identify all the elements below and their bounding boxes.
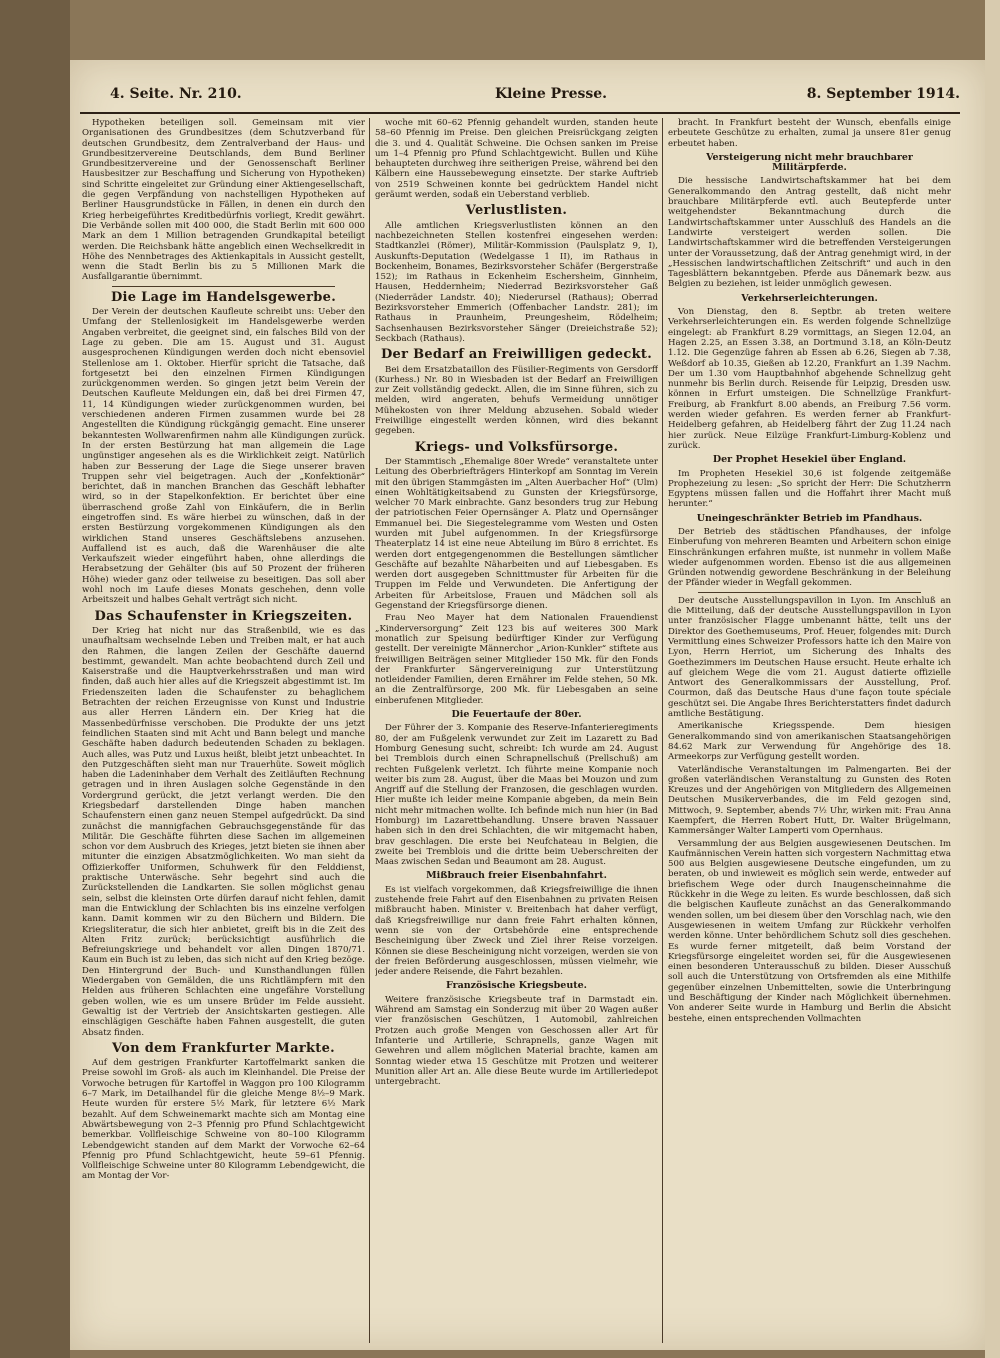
article-subheading: Uneingeschränkter Betrieb im Pfandhaus. — [696, 512, 923, 524]
article-body: Die hessische Landwirtschaftskammer hat bei dem Generalkommando den Antrag gestellt, daß nicht mehr brauchbare Militärpferde evtl. auch Beutepferde unter weitgehendster Bekanntmachung durch die Landwirtschaftskammer unter Ausschluß des Handels an die Landwirte versteigert werden sollen. Die Landwirtschaftskammer wird die betreffenden Versteigerungen unter der Voraussetzung, daß der Antrag genehmigt wird, in der „Hessischen landwirtschaftlichen Zeitschrift“ und auch in den Tagesblättern bekanntgeben. Pferde aus Dänemark bezw. aus Belgien zu beziehen, ist leider unmöglich gewesen. — [668, 176, 951, 290]
divider — [698, 592, 921, 593]
page-header — [80, 82, 960, 108]
article-heading: Kriegs- und Volksfürsorge. — [414, 439, 619, 455]
article-subheading: Französische Kriegsbeute. — [446, 980, 587, 992]
article-body: Der Krieg hat nicht nur das Straßenbild, wie es das unaufhaltsam wechselnde Leben und Treiben malt, er hat auch den Rahmen, die langen Zeilen der Geschäfte dauernd bestimmt, gewandelt. Man achte beobachtend durch Zeil und Kaiserstraße und die Hauptverkehrsstraßen und man wird finden, daß auch hier alles auf die Kriegszeit abgestimmt ist. Im Friedenszeiten laden die Schaufenster zu behaglichem Betrachten der reichen Erzeugnisse von Kunst und Industrie aus aller Herren Ländern ein. Der Krieg hat die Massenbedürfnisse verschoben. Die Produkte der uns jetzt feindlichen Staaten sind mit Acht und Bann belegt und manche Geschäfte haben dadurch bedeutenden Schaden zu beklagen. Auch alles, was Putz und Luxus heißt, bleibt jetzt unbeachtet. In den Putzgeschäften sieht man nur Trauerhüte. Soweit möglich haben die Ladeninhaber dem Verhalt des Zeitläuften Rechnung getragen und in ihren Auslagen solche Gegenstände in den Vordergrund gerückt, die jetzt verlangt werden. Die den Kriegsbedarf darstellenden Dinge haben manchen Schaufenstern einen ganz neuen Stempel aufgedrückt. Da sind zunächst die mannigfachen Gebrauchsgegenstände für das Militär. Die Geschäfte führten diese Sachen im allgemeinen schon vor dem Ausbruch des Krieges, jetzt bieten sie ihnen aber mitunter die einzigen Absatzmöglichkeiten. Wo man sieht da Offizierkoffer Uniformen, Schuhwerk für den Felddienst, praktische Unterwäsche. Sehr begehrt sind auch die Zurückstellenden die Landkarten. Sie sollen möglichst genau sein, selbst die kleinsten Orte dürfen darauf nicht fehlen, damit man die Entwicklung der Schlachten bis ins einzelne verfolgen kann. Damit kommen wir zu den Büchern und Bildern. Die Kriegsliteratur, die sich hier anbietet, greift bis in die Zeit des Alten Fritz zurück; berücksichtigt ausführlich die Befreiungskriege und behandelt vor allen Dingen 1870/71. Kaum ein Buch ist zu leben, das sich nicht auf den Krieg bezöge. Den Hintergrund der Buch- und Kunsthandlungen füllen Wiedergaben von Gemälden, die uns Richtlämpfern mit den Helden aus früheren Schlachten eine ungefähre Vorstellung geben wollen, wie es um unsere Brüder im Felde aussieht. Gewaltig ist der Vertrieb der Ansichtskarten gestiegen. Alle einschlägigen Geschäfte haben Fahnen ausgestellt, die guten Absatz finden. — [82, 625, 365, 1038]
header-rule — [80, 112, 960, 114]
column-2 — [375, 118, 658, 1343]
article-body: Der Verein der deutschen Kaufleute schreibt uns: Ueber den Umfang der Stellenlosigkeit im Handelsgewerbe werden Angaben verbreitet, die geeignet sind, ein falsches Bild von der Lage zu geben. Die am 15. August und 31. August ausgesprochenen Kündigungen werden doch nicht ebensoviel Stellenlose am 1. Oktober. Hierfür spricht die Tatsache, daß fortgesetzt bei den einzelnen Firmen Kündigungen zurückgenommen werden. So gingen jetzt beim Verein der Deutschen Kaufleute Meldungen ein, daß bei drei Firmen 47, 11, 14 Kündigungen wieder zurückgenommen wurden, bei verschiedenen anderen Firmen zusammen wurde bei 28 Angestellten die Kündigung rückgängig gemacht. Eine unserer bekanntesten Wollwarenfirmen nahm alle Kündigungen zurück. In der ersten Bestürzung hat man allgemein die Lage ungünstiger angesehen als es die Wirklichkeit zeigt. Natürlich haben zur Besserung der Lage die Siege unserer braven Truppen sehr viel beigetragen. Auch der „Konfektionär“ berichtet, daß in manchen Branchen das Geschäft lebhafter wird, so in der Stapelkonfektion. Er berichtet über eine überraschend große Zahl von Einkäufern, die in Berlin eingetroffen sind. Es wäre hierbei zu wünschen, daß in der ersten Bestürzung vorgekommenen Kündigungen als den wirklichen Stand unseres Geschäftslebens anzusehen. Auffallend ist es auch, daß die Warenhäuser die alte Verkaufszeit wieder eingeführt haben, ohne allerdings die Herabsetzung der Gehälter (bis auf 50 Prozent der früheren Höhe) wieder ganz oder teilweise zu beseitigen. Das soll aber wohl noch im Laufe dieses Monats geschehen, denn volle Arbeitszeit und halbes Gehalt verträgt sich nicht. — [82, 307, 365, 606]
article-subheading: Verkehrserleichterungen. — [741, 292, 878, 304]
article-body: Versammlung der aus Belgien ausgewiesenen Deutschen. Im Kaufmännischen Verein hatten sich vorgestern Nachmittag etwa 500 aus Belgien ausgewiesene Deutsche eingefunden, um zu beraten, ob und inwieweit es möglich sein werde, entweder auf briefischem Wege oder durch Inaugenscheinnahme die Rückkehr in die Wege zu leiten. Es wurde beschlossen, daß sich die belgischen Kaufleute zunächst an das Generalkommando wenden sollen, um bei diesem über den Vorschlag nach, wie den Ausgewiesenen in weitem Umfang zur Rückkehr verholfen werden könne. Unter behördlichem Schutz soll dies geschehen. Es wurde ferner mitgeteilt, daß beim Vorstand der Kriegsfürsorge eingeleitet worden sei, für die Ausgewiesenen einen besonderen Unterausschuß zu bilden. Dieser Ausschuß soll auch die Unterstützung von Ortsfremden als eine Mithilfe gegenüber einzelnen Unbemittelten, sowie die Unterbringung und Beschäftigung der Kinder nach Möglichkeit übernehmen. Von anderer Seite wurde in Hamburg und Berlin die Absicht bestehe, einen entsprechenden Vollmachten — [668, 838, 951, 1024]
article-continuation: Hypotheken beteiligen soll. Gemeinsam mit vier Organisationen des Grundbesitzes (dem Schutzverband für deutschen Grundbesitz, dem Zentralverband der Haus- und Grundbesitzervereine Deutschlands, dem Bund Berliner Grundbesitzervereine und der Genossenschaft Berliner Hausbesitzer zur Beschaffung und Sicherung von Hypotheken) sind Schritte eingeleitet zur Gründung einer Aktiengesellschaft, die gegen Verpfändung von nachstelligen Hypotheken auf Berliner Hausgrundstücke in Fällen, in denen ein durch den Krieg herbeigeführtes Kreditbedürfnis vorliegt, Kredit gewährt. Die Verbände sollen mit 400 000, die Stadt Berlin mit 600 000 Mark an dem 1 Million betragenden Grundkapital beteiligt werden. Die Reichsbank hätte angeblich einen Wechselkredit in Höhe des Nennbetrages des Aktienkapitals in Aussicht gestellt, wenn die Stadt Berlin bis zu 5 Millionen Mark die Ausfallgarantie übernimmt. — [82, 118, 365, 283]
article-heading: Von dem Frankfurter Markte. — [111, 1040, 336, 1056]
column-separator — [662, 118, 663, 1343]
article-body: Der deutsche Ausstellungspavillon in Lyon. Im Anschluß an die Mitteilung, daß der deutsche Ausstellungspavillon in Lyon unter französischer Flagge umbenannt hätte, teilt uns der Direktor des Goethemuseums, Prof. Heuer, folgendes mit: Durch Vermittlung eines Schweizer Professors hatte ich den Maire von Lyon, Herrn Herriot, um Sicherung des Inhalts des Goethezimmers im Deutschen Hause ersucht. Heute erhalte ich auf gleichem Wege die vom 21. August datierte offizielle Antwort des Generalkommissars der Ausstellung, Prof. Courmon, daß das Deutsche Haus d'une façon toute spéciale geschützt sei. Die Angabe Ihres Berichterstatters findet dadurch amtliche Bestätigung. — [668, 595, 951, 720]
page-right-edge — [985, 0, 1000, 1358]
article-body: Auf dem gestrigen Frankfurter Kartoffelmarkt sanken die Preise sowohl im Groß- als auch im Kleinhandel. Die Preise der Vorwoche betrugen für Kartoffel in Waggon pro 100 Kilogramm 6–7 Mark, im Detailhandel für die gleiche Menge 8½–9 Mark. Heute wurden für erstere 5½ Mark, für letztere 6½ Mark bezahlt. Auf dem Schweinemarkt machte sich am Montag eine Abwärtsbewegung von 2–3 Pfennig pro Pfund Schlachtgewicht bemerkbar. Vollfleischige Schweine von 80–100 Kilogramm Lebendgewicht standen auf dem Markt der Vorwoche 62–64 Pfennig pro Pfund Schlachtgewicht, heute 59–61 Pfennig. Vollfleischige Schweine unter 80 Kilogramm Lebendgewicht, die am Montag der Vor- — [82, 1058, 365, 1182]
newspaper-page — [70, 60, 985, 1350]
page-number: 4. Seite. Nr. 210. — [110, 86, 242, 102]
article-subheading: Die Feuertaufe der 80er. — [451, 709, 582, 721]
article-subheading: Versteigerung nicht mehr brauchbarer Militärpferde. — [706, 151, 913, 174]
article-body: Vaterländische Veranstaltungen im Palmengarten. Bei der großen vaterländischen Veranstaltung zu Gunsten des Roten Kreuzes und der Angehörigen von Mitgliedern des Allgemeinen Deutschen Musikerverbandes, die im Feld gezogen sind, Mittwoch, 9. September, abends 7½ Uhr, wirken mit: Frau Anna Kaempfert, die Herren Robert Hutt, Dr. Walter Brügelmann, Kammersänger Walter Lamperti vom Opernhaus. — [668, 764, 951, 837]
article-body: Es ist vielfach vorgekommen, daß Kriegsfreiwillige die ihnen zustehende freie Fahrt auf den Eisenbahnen zu privaten Reisen mißbraucht haben. Minister v. Breitenbach hat daher verfügt, daß Kriegsfreiwillige nur dann freie Fahrt erhalten können, wenn sie von der Ortsbehörde eine entsprechende Bescheinigung über Zweck und Ziel ihrer Reise vorzeigen. Können sie diese Bescheinigung nicht vorzeigen, werden sie von der freien Beförderung ausgeschlossen, müssen vielmehr, wie jeder andere Reisende, die Fahrt bezahlen. — [375, 884, 658, 978]
article-subheading: Mißbrauch freier Eisenbahnfahrt. — [426, 870, 607, 882]
article-heading: Verlustlisten. — [465, 203, 568, 219]
article-body: Der Führer der 3. Kompanie des Reserve-Infanterieregiments 80, der am Fußgelenk verwundet zur Zeit im Lazarett zu Bad Homburg Genesung sucht, schreibt: Ich wurde am 24. August bei Tremblois durch einen Schrapnellschuß (Prellschuß) am rechten Fußgelenk verletzt. Ich führte meine Kompanie noch weiter bis zum 28. August, über die Maas bei Mouzon und zum Angriff auf die Stellung der Franzosen, die geschlagen wurden. Hier mußte ich leider meine Kompanie abgeben, da mein Bein nicht mehr mitmachen wollte. Ich befinde mich nun hier (in Bad Homburg) im Lazarettbehandlung. Unsere braven Nassauer haben sich in den drei Schlachten, die wir mitgemacht haben, brav geschlagen. Die erste bei Neufchateau in Belgien, die zweite bei Tremblois und die dritte beim Ueberschreiten der Maas zwischen Sedan und Beaumont am 28. August. — [375, 723, 658, 868]
column-1 — [82, 118, 365, 1343]
column-separator — [369, 118, 370, 1343]
article-continuation: woche mit 60–62 Pfennig gehandelt wurden, standen heute 58–60 Pfennig im Preise. Den gleichen Preisrückgang zeigten die 3. und 4. Qualität Schweine. Die Ochsen sanken im Preise um 1–4 Pfennig pro Pfund Schlachtgewicht. Bullen und Kühe behaupteten durchweg ihre seitherigen Preise, während bei den Kälbern eine Haussebewegung einsetzte. Der starke Auftrieb von 2519 Schweinen konnte bei gedrücktem Handel nicht geräumt werden, sodaß ein Ueberstand verblieb. — [375, 118, 658, 201]
divider — [112, 286, 335, 287]
article-body: Frau Neo Mayer hat dem Nationalen Frauendienst „Kinderversorgung“ Zeit 123 bis auf weiteres 300 Mark monatlich zur Speisung bedürftiger Kinder zur Verfügung gestellt. Der vereinigte Männerchor „Arion-Kunkler“ stiftete aus freiwilligen Beiträgen seiner Mitglieder 150 Mk. für den Fonds der Frankfurter Sängervereinigung zur Unterstützung notleidender Familien, deren Ernährer im Felde stehen, 50 Mk. an die Zentralfürsorge, 200 Mk. für Liebesgaben an seine einberufenen Mitglieder. — [375, 613, 658, 706]
issue-date: 8. September 1914. — [806, 86, 960, 102]
binding-edge — [0, 0, 70, 1358]
article-body: Amerikanische Kriegsspende. Dem hiesigen Generalkommando sind von amerikanischen Staatsangehörigen 84.62 Mark zur Verwendung für Angehörige des 18. Armeekorps zur Verfügung gestellt worden. — [668, 721, 951, 763]
newspaper-title: Kleine Presse. — [495, 86, 608, 102]
article-body: Im Propheten Hesekiel 30,6 ist folgende zeitgemäße Prophezeiung zu lesen: „So spricht der Herr: Die Schutzherrn Egyptens müssen fallen und die Hoffahrt ihrer Macht muß herunter.“ — [668, 468, 951, 510]
article-body: Bei dem Ersatzbataillon des Füsilier-Regiments von Gersdorff (Kurhess.) Nr. 80 in Wiesbaden ist der Bedarf an Freiwilligen zur Zeit vollständig gedeckt. Allen, die im Sinne führen, sich zu melden, wird angeraten, behufs Vermeidung unnötiger Mühekosten von ihrer Meldung abzusehen. Sobald wieder Freiwillige eingestellt werden können, wird dies bekannt gegeben. — [375, 364, 658, 437]
article-body: Der Betrieb des städtischen Pfandhauses, der infolge Einberufung von mehreren Beamten und Arbeitern schon einige Einschränkungen erfahren mußte, ist nunmehr in vollem Maße wieder aufgenommen worden. Ebenso ist die aus allgemeinen Gründen notwendig gewordene Beschränkung in der Beleihung der Pfänder wieder in Wegfall gekommen. — [668, 526, 951, 589]
article-body: Der Stammtisch „Ehemalige 80er Wrede“ veranstaltete unter Leitung des Oberbriefträgers Hinterkopf am Sonntag im Verein mit den übrigen Stammgästen im „Alten Auerbacher Hof“ (Ulm) einen Wohltätigkeitsabend zu Gunsten der Kriegsfürsorge, welcher 70 Mark einbrachte. Ganz besonders trug zur Hebung der patriotischen Feier Opernsänger A. Platz und Opernsänger Emmanuel bei. Die Siegestelegramme vom Westen und Osten wurden mit Jubel aufgenommen. In der Kriegsfürsorge Theaterplatz 14 ist eine neue Abteilung im Büro 8 errichtet. Es werden dort entgegengenommen die Bestellungen sämtlicher Geschäfte auf bezahlte Näharbeiten und auf Liebesgaben. Es werden dort ausgegeben Schnittmuster für Arbeiten für die Truppen im Felde und Verwundeten. Die Anfertigung der Arbeiten für Arbeitslose, Frauen und Mädchen soll als Gegenstand der Kriegsfürsorge dienen. — [375, 456, 658, 612]
article-body: Von Dienstag, den 8. Septbr. ab treten weitere Verkehrserleichterungen ein. Es werden folgende Schnellzüge eingelegt: ab Frankfurt 8.29 vormittags, an Siegen 12.04, an Hagen 2.25, an Essen 3.38, an Dortmund 3.18, an Köln-Deutz 1.12. Die Gegenzüge fahren ab Essen ab 6.26, Siegen ab 7.38, Weßdorf ab 10.35, Gießen ab 12.20, Frankfurt an 1.39 Nachm. Der um 1.30 vom Hauptbahnhof abgehende Schnellzug geht nunmehr bis Berlin durch. Reisende für Leipzig, Dresden usw. können in Erfurt umsteigen. Die Schnellzüge Frankfurt-Freiburg, ab Frankfurt 8.00 abends, an Freiburg 7.56 vorm. werden wieder gefahren. Es werden ferner ab Frankfurt-Heidelberg gefahren, ab Heidelberg fährt der Zug 11.24 nach hier zurück. Neue Eilzüge Frankfurt-Limburg-Koblenz und zurück. — [668, 307, 951, 451]
column-3 — [668, 118, 951, 1343]
article-heading: Die Lage im Handelsgewerbe. — [110, 289, 337, 305]
article-body: Alle amtlichen Kriegsverlustlisten können an den nachbezeichneten Stellen kostenfrei eingesehen werden: Stadtkanzlei (Römer), Militär-Kommission (Paulsplatz 9, I), Auskunfts-Deputation (Wedelgasse 1 II), im Rathaus in Bockenheim, Bonames, Bezirksvorsteher Schäfer (Bergerstraße 152); im Rathaus in Eckenheim Eschersheim, Ginnheim, Hausen, Heddernheim; Niederrad Bezirksvorsteher Gaß (Niederräder Landstr. 40); Niederursel (Rathaus); Oberrad Bezirksvorsteher Emmerich (Offenbacher Landstr. 281); im Rathaus in Praunheim, Preungesheim, Rödelheim; Sachsenhausen Bezirksvorsteher Sänger (Dreieichstraße 52); Seckbach (Rathaus). — [375, 220, 658, 344]
article-body: Weitere französische Kriegsbeute traf in Darmstadt ein. Während am Samstag ein Sonderzug mit über 20 Wagen außer vier französischen Geschützen, 1 Automobil, zahlreichen Protzen auch große Mengen von Geschossen aller Art für Infanterie und Artillerie, Schrapnells, ganze Wagen mit Gewehren und allem möglichen Material brachte, kamen am Sonntag wieder etwa 15 Geschütze mit Protzen und weiterer Munition aller Art an. Alle diese Beute wurde im Artilleriedepot untergebracht. — [375, 994, 658, 1088]
article-subheading: Der Prophet Hesekiel über England. — [712, 454, 907, 466]
article-heading: Der Bedarf an Freiwilligen gedeckt. — [380, 347, 653, 363]
article-heading: Das Schaufenster in Kriegszeiten. — [94, 608, 353, 624]
article-continuation: bracht. In Frankfurt besteht der Wunsch, ebenfalls einige erbeutete Geschütze zu erhalten, zumal ja unsere 81er genug erbeutet haben. — [668, 118, 951, 149]
